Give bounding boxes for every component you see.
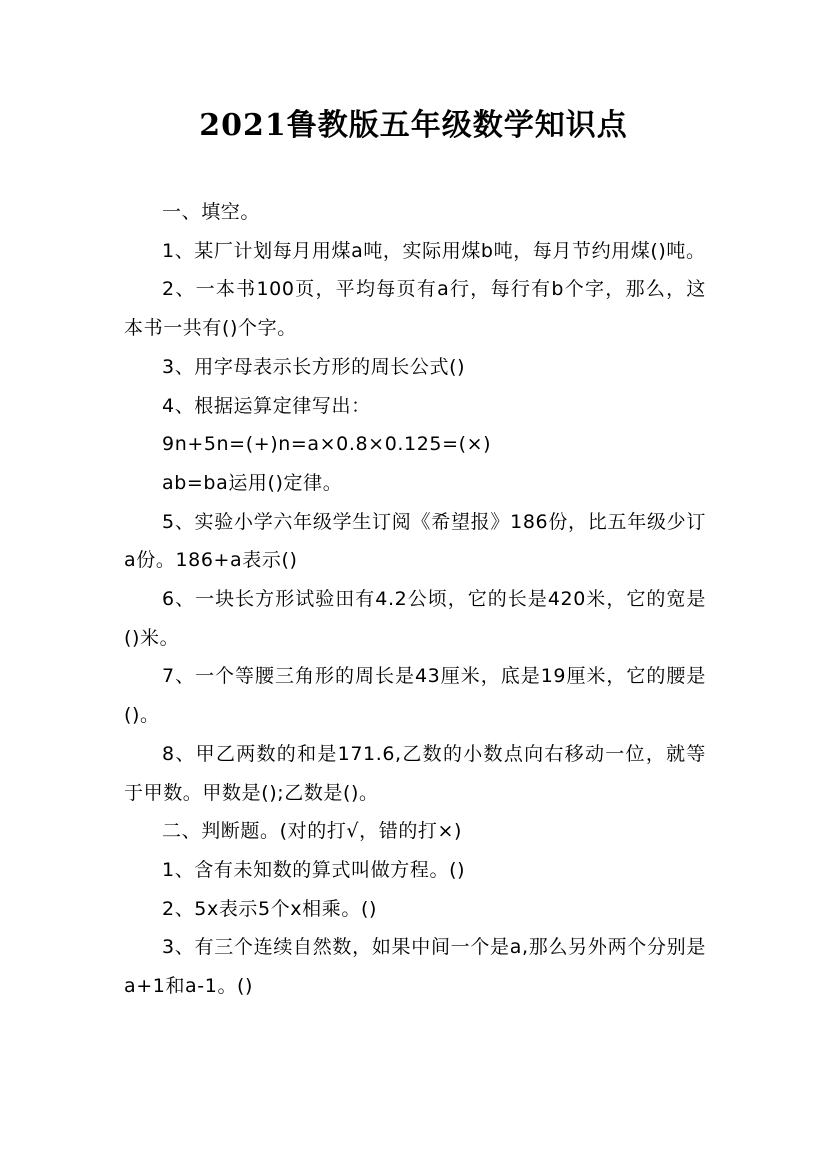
section-heading-fill-in: 一、填空。: [162, 201, 261, 223]
document-body: [124, 193, 706, 1006]
question-paragraph: 2、一本书100页，平均每页有a行，每行有b个字，那么，这本书一共有()个字。: [124, 278, 706, 340]
question-paragraph: ab=ba运用()定律。: [162, 471, 343, 494]
question-paragraph: 9n+5n=(+)n=a×0.8×0.125=(×): [162, 433, 492, 456]
question-paragraph: 5、实验小学六年级学生订阅《希望报》186份，比五年级少订a份。186+a表示(): [124, 510, 706, 572]
question-paragraph: 2、5x表示5个x相乘。(): [162, 897, 377, 920]
question-paragraph: 1、某厂计划每月用煤a吨，实际用煤b吨，每月节约用煤()吨。: [162, 239, 706, 262]
question-paragraph: 4、根据运算定律写出：: [162, 394, 371, 417]
question-paragraph: 8、甲乙两数的和是171.6,乙数的小数点向右移动一位，就等于甲数。甲数是();乙数是()。: [124, 742, 706, 804]
question-paragraph: 1、含有未知数的算式叫做方程。(): [162, 858, 466, 881]
document-title: 2021鲁教版五年级数学知识点: [199, 108, 628, 143]
question-paragraph: 6、一块长方形试验田有4.2公顷，它的长是420米，它的宽是()米。: [124, 588, 706, 649]
section-heading-true-false: 二、判断题。(对的打√，错的打×): [162, 820, 463, 843]
question-paragraph: 3、有三个连续自然数，如果中间一个是a,那么另外两个分别是a+1和a-1。(): [124, 936, 706, 998]
question-paragraph: 3、用字母表示长方形的周长公式(): [162, 355, 466, 378]
question-paragraph: 7、一个等腰三角形的周长是43厘米，底是19厘米，它的腰是()。: [124, 665, 706, 727]
